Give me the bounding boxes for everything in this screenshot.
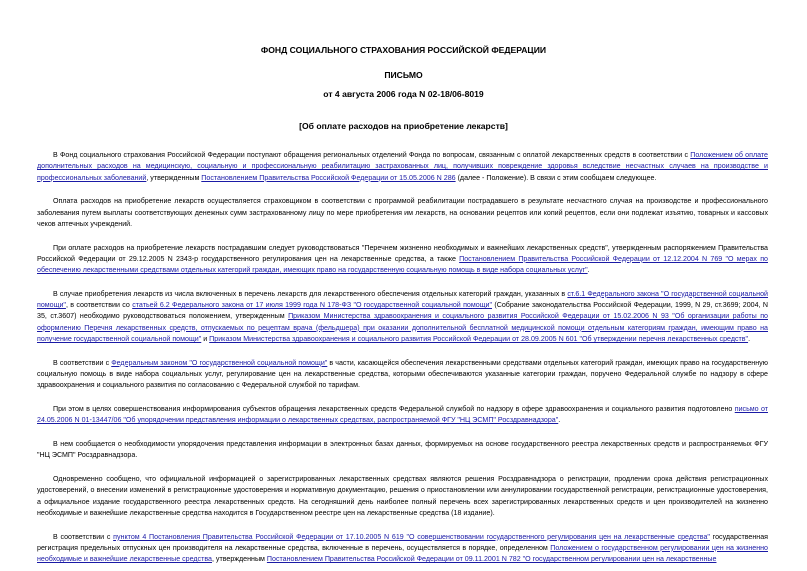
link-federal-law-art-6-1[interactable]: ст.6.1 Федерального закона "О государственной социальной помощи" [37,289,769,310]
link-ministry-order-93[interactable]: Приказом Министерства здравоохранения и социального развития Российской Федерации от 15.02.2006 N 93 "Об организации работы по оформлению Перечня лекарственных средств, отпускаемых по рецептам врача (фельдшера) при оказании дополнительной бесплатной медицинской помощи отдельным категориям граждан, имеющим право на получение государственной социальной помощи" [37,312,768,344]
link-regulation-additional-expenses[interactable]: Положением об оплате дополнительных расходов на медицинскую, социальную и профессиональную реабилитацию застрахованных лиц, получивших повреждение здоровья вследствие несчастных случаев на производстве и профессиональных заболеваний [37,151,768,182]
link-letter-01-13447[interactable]: письмо от 24.05.2006 N 01-13447/06 "Об упорядочении представления информации о лекарственных средствах, распространяемой ФГУ "НЦ ЭСМП" Росздравнадзора" [37,405,768,425]
paragraph-4: В случае приобретения лекарств из числа включенных в перечень лекарств для лекарственного обеспечения отдельных категорий граждан, указанных в ст.6.1 Федерального закона "О государственной социальной помощи", в соответствии со статьей 6.2 Федерального закона от 17 июля 1999 года N 178-ФЗ "О государственной социальной помощи" (Собрание законодательства Российской Федерации, 1999, N 29, ст.3699; 2004, N 35, ст.3607) необходимо руководствоваться положением, утвержденным Приказом Министерства здравоохранения и социального развития Российской Федерации от 15.02.2006 N 93 "Об организации работы по оформлению Перечня лекарственных средств, отпускаемых по рецептам врача (фельдшера) при оказании дополнительной бесплатной медицинской помощи отдельным категориям граждан, имеющим право на получение государственной социальной помощи" и Приказом Министерства здравоохранения и социального развития Российской Федерации от 28.09.2005 N 601 "Об утверждении перечня лекарственных средств". [37,289,769,344]
paragraph-1: В Фонд социального страхования Российской Федерации поступают обращения региональных отделений Фонда по вопросам, связанным с оплатой лекарственных средств в соответствии с Положением об оплате дополнительных расходов на медицинскую, социальную и профессиональную реабилитацию застрахованных лиц, получивших повреждение здоровья вследствие несчастных случаев на производстве и профессиональных заболеваний, утвержденным Постановлением Правительства Российской Федерации от 15.05.2006 N 286 (далее - Положение). В связи с этим сообщаем следующее. [37,151,768,182]
link-federal-law-art-6-2[interactable]: статьей 6.2 Федерального закона от 17 июля 1999 года N 178-ФЗ "О государственной социальной помощи" [132,301,493,310]
document-type: ПИСЬМО [384,70,423,80]
paragraph-9: В соответствии с пунктом 4 Постановления Правительства Российской Федерации от 17.10.2005 N 619 "О совершенствовании государственного регулирования цен на лекарственные средства" государственная регистрация предельных отпускных цен производителя на лекарственные средства, включенные в перечень, осуществляется в порядке, определенном Положением о государственном регулировании цен на жизненно необходимые и важнейшие лекарственные средства, утвержденным Постановлением Правительства Российской Федерации от 09.11.2001 N 782 "О государственном регулировании цен на лекарственные [37,532,768,564]
paragraph-7: В нем сообщается о необходимости упорядочения представления информации в электронных базах данных, формируемых на основе государственного реестра лекарственных средств и распространяемых ФГУ "НЦ ЭСМП" Росздравнадзора. [37,439,768,460]
link-government-decree-619[interactable]: пунктом 4 Постановления Правительства Российской Федерации от 17.10.2005 N 619 "О совершенствовании государственного регулирования цен на лекарственные средства" [113,532,710,541]
paragraph-3: При оплате расходов на приобретение лекарств пострадавшим следует руководствоваться "Перечнем жизненно необходимых и важнейших лекарственных средств", утвержденным распоряжением Правительства Российской Федерации от 29.12.2005 N 2343-р государственного регулирования цен на лекарственные средства, а также Постановлением Правительства Российской Федерации от 12.12.2004 N 769 "О мерах по обеспечению лекарственными средствами отдельных категорий граждан, имеющих право на государственную социальную помощь в виде набора социальных услуг". [37,243,768,275]
paragraph-6: При этом в целях совершенствования информирования субъектов обращения лекарственных средств Федеральной службой по надзору в сфере здравоохранения и социального развития подготовлено письмо от 24.05.2006 N 01-13447/06 "Об упорядочении представления информации о лекарственных средствах, распространяемой ФГУ "НЦ ЭСМП" Росздравнадзора". [37,405,768,425]
link-ministry-order-601[interactable]: Приказом Министерства здравоохранения и социального развития Российской Федерации от 28.09.2005 N 601 "Об утверждении перечня лекарственных средств" [209,335,749,344]
paragraph-8: Одновременно сообщено, что официальной информацией о зарегистрированных лекарственных средствах являются решения Росздравнадзора о регистрации, продлении срока действия регистрационных удостоверений, о внесении изменений в регистрационные удостоверения и нормативную документацию, решения о приостановлении или аннулировании государственной регистрации, регистрационные удостоверения, а официальное издание государственного реестра лекарственных средств. На сегодняшний день наиболее полный перечень всех зарегистрированных лекарственных средств и цен производителей на жизненно необходимые и важнейшие лекарственные средства находится в Государственном реестре цен на лекарственные средства (18 издание). [37,474,768,517]
link-regulation-price-control[interactable]: Положением о государственном регулировании цен на жизненно необходимые и важнейшие лекарственные средства [37,543,768,564]
link-government-decree-769[interactable]: Постановлением Правительства Российской Федерации от 12.12.2004 N 769 "О мерах по обеспечению лекарственными средствами отдельных категорий граждан, имеющих право на государственную социальную помощь в виде набора социальных услуг" [37,254,768,275]
paragraph-5: В соответствии с Федеральным законом "О государственной социальной помощи" в части, касающейся обеспечения лекарственными средствами отдельных категорий граждан, имеющих право на государственную социальную помощь в виде набора социальных услуг, регулирование цен на лекарственные средства, которыми обеспечиваются указанные категории граждан, поручено Федеральной службе по надзору в сфере здравоохранения и социального развития по согласованию с Федеральной службой по тарифам. [37,358,768,390]
document-body [37,150,768,571]
organization-title: ФОНД СОЦИАЛЬНОГО СТРАХОВАНИЯ РОССИЙСКОЙ ФЕДЕРАЦИИ [260,45,547,55]
document-date-number: от 4 августа 2006 года N 02-18/06-8019 [323,89,484,99]
link-government-decree-286[interactable]: Постановлением Правительства Российской Федерации от 15.05.2006 N 286 [201,173,456,182]
link-federal-law-social-assistance[interactable]: Федеральным законом "О государственной социальной помощи" [111,358,328,367]
paragraph-2: Оплата расходов на приобретение лекарств осуществляется страховщиком в соответствии с программой реабилитации пострадавшего в результате несчастного случая на производстве и профессионального заболевания путем выплаты соответствующих денежных сумм застрахованному лицу по мере приобретения им лекарств, на основании рецептов или копий рецептов, если они подлежат изъятию, товарных и кассовых чеков аптечных учреждений. [37,197,768,228]
document-subject: [Об оплате расходов на приобретение лекарств] [299,121,508,131]
link-government-decree-782[interactable]: Постановлением Правительства Российской Федерации от 09.11.2001 N 782 "О государственном регулировании цен на лекарственные [266,555,717,564]
